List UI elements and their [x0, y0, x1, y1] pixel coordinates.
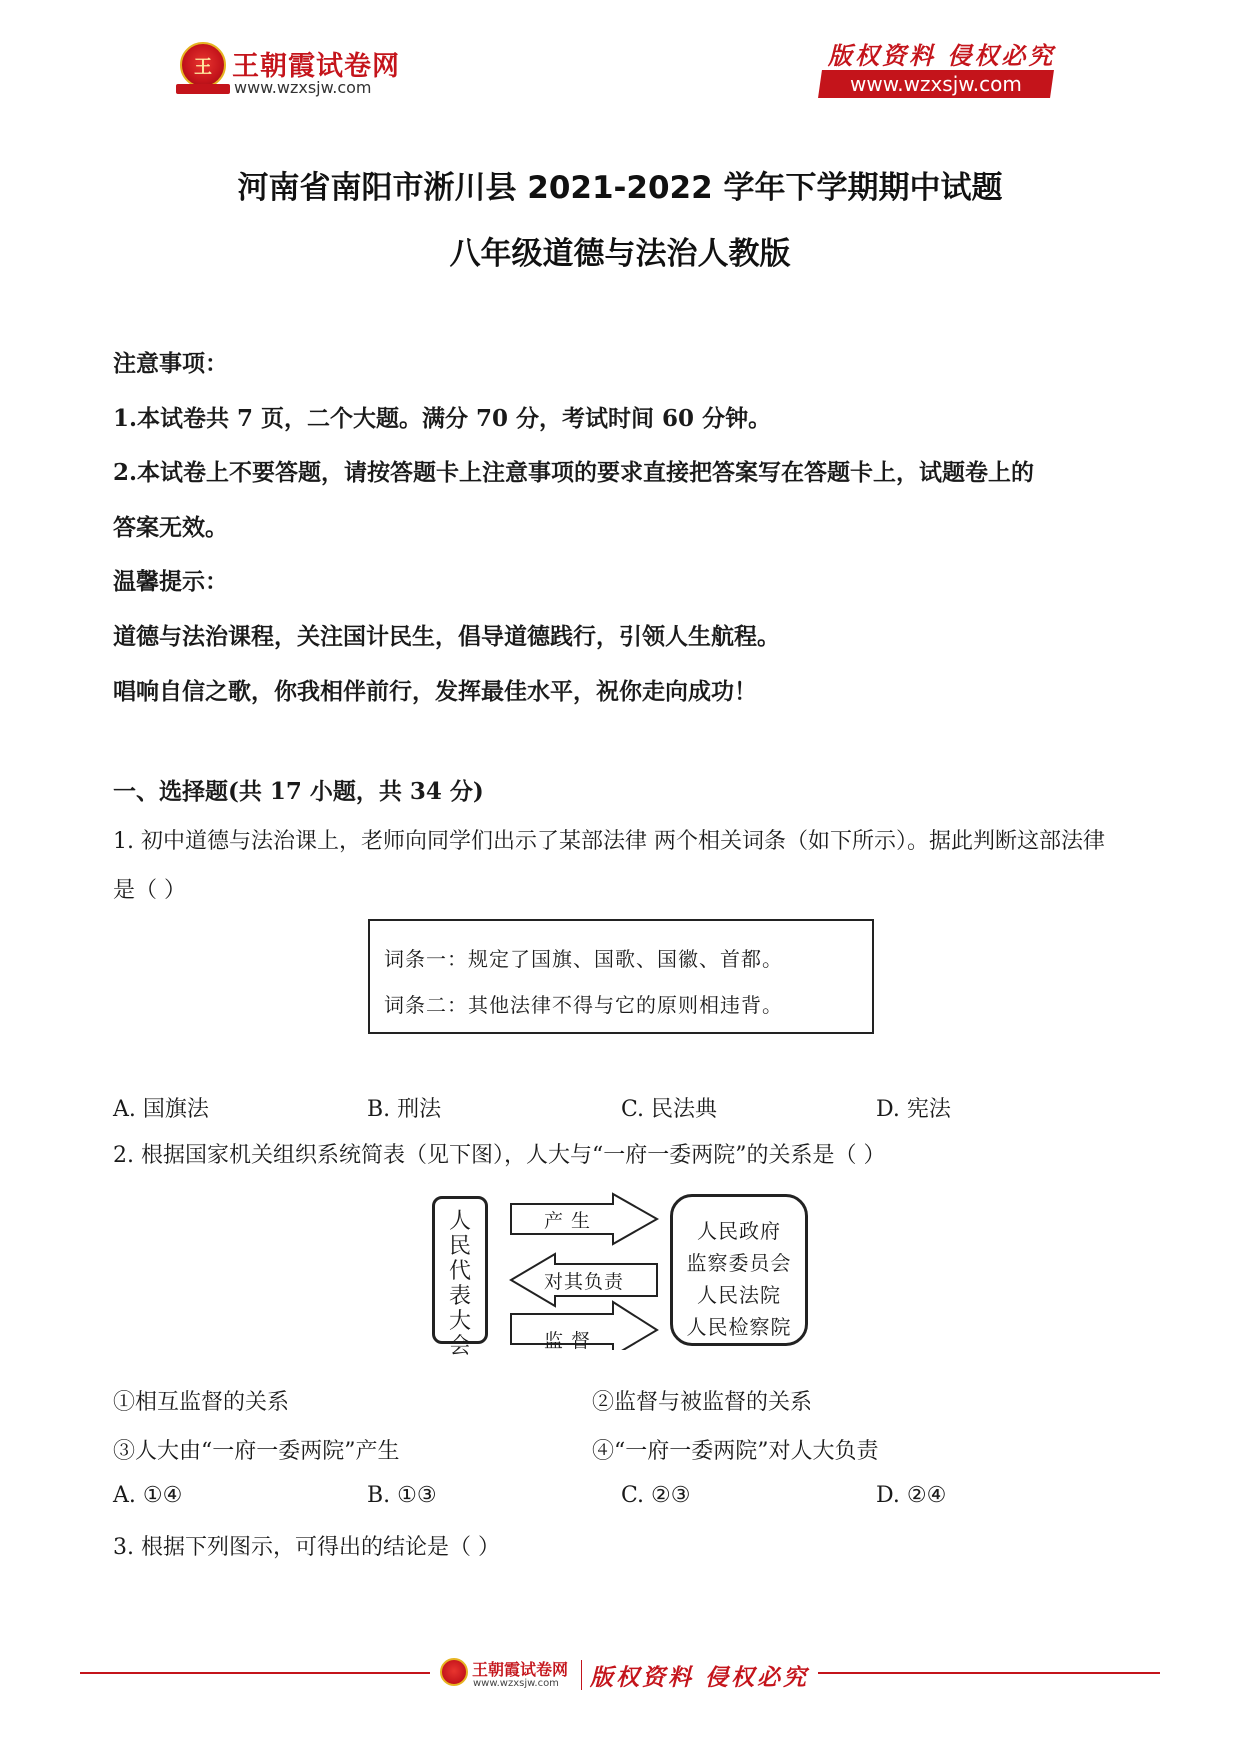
arrow-responsible-label: 对其负责: [544, 1271, 625, 1293]
tips-heading: 温馨提示：: [113, 568, 228, 595]
footer-seal-logo: [440, 1658, 468, 1686]
footer-notice: 版权资料 侵权必究: [590, 1664, 810, 1691]
q1-stem-line1: 1. 初中道德与法治课上，老师向同学们出示了某部法律 两个相关词条（如下所示）。据此判断这部法律: [113, 829, 1105, 854]
q2-option-b: B. ①③: [367, 1483, 437, 1508]
diagram-npc-label: 人 民 代 表 大 会: [448, 1209, 471, 1359]
q1-stem-line2: 是（ ）: [113, 878, 186, 903]
exam-title-line2: 八年级道德与法治人教版: [449, 236, 791, 272]
section1-heading: 一、选择题(共 17 小题，共 34 分): [113, 778, 484, 805]
arrow-supervise-label: 监 督: [544, 1330, 592, 1352]
notice-item2-line1: 2.本试卷上不要答题，请按答题卡上注意事项的要求直接把答案写在答题卡上，试题卷上的: [113, 459, 1035, 486]
diagram-state-organs-box: [670, 1194, 808, 1346]
organ-procuratorate: 人民检察院: [686, 1315, 792, 1339]
q1-option-a: A. 国旗法: [113, 1097, 209, 1122]
q2-statement-4: ④“一府一委两院”对人大负责: [592, 1439, 879, 1464]
notice-heading: 注意事项：: [113, 350, 228, 377]
footer-url: www.wzxsjw.com: [473, 1678, 559, 1689]
q1-definition-box: [368, 919, 874, 1034]
header-url-badge: [818, 70, 1054, 98]
tips-line1: 道德与法治课程，关注国计民生，倡导道德践行，引领人生航程。: [113, 623, 780, 650]
footer-line-left: [80, 1672, 430, 1674]
arrow-produce-label: 产 生: [544, 1210, 592, 1232]
footer-line-right: [818, 1672, 1160, 1674]
notice-item2-line2: 答案无效。: [113, 514, 228, 541]
brand-seal-logo: [180, 42, 226, 88]
q2-statement-3: ③人大由“一府一委两院”产生: [113, 1439, 400, 1464]
header-url: www.wzxsjw.com: [234, 78, 372, 97]
q2-stem: 2. 根据国家机关组织系统简表（见下图），人大与“一府一委两院”的关系是（ ）: [113, 1143, 886, 1168]
q3-stem: 3. 根据下列图示，可得出的结论是（ ）: [113, 1535, 500, 1560]
notice-item1: 1.本试卷共 7 页，二个大题。满分 70 分，考试时间 60 分钟。: [113, 405, 772, 432]
header-url-badge-text: www.wzxsjw.com: [850, 72, 1022, 96]
q1-option-b: B. 刑法: [367, 1097, 442, 1122]
organ-government: 人民政府: [697, 1219, 781, 1243]
q1-option-d: D. 宪法: [876, 1097, 951, 1122]
q1-box-line1: 词条一：规定了国旗、国歌、国徽、首都。: [384, 947, 783, 971]
footer-separator: [581, 1660, 582, 1690]
q2-option-c: C. ②③: [621, 1483, 691, 1508]
q2-statement-1: ①相互监督的关系: [113, 1390, 290, 1415]
q2-statement-2: ②监督与被监督的关系: [592, 1390, 813, 1415]
header-brand: 王朝霞试卷网: [232, 51, 400, 82]
brand-ribbon: [176, 84, 230, 94]
footer-brand: 王朝霞试卷网: [472, 1660, 569, 1679]
organ-supervisory-commission: 监察委员会: [686, 1251, 792, 1275]
q1-box-line2: 词条二：其他法律不得与它的原则相违背。: [384, 993, 783, 1017]
q2-option-d: D. ②④: [876, 1483, 947, 1508]
diagram-npc-box: [432, 1196, 488, 1359]
q1-option-c: C. 民法典: [621, 1097, 718, 1122]
tips-line2: 唱响自信之歌，你我相伴前行，发挥最佳水平，祝你走向成功！: [113, 678, 757, 705]
exam-title-line1: 河南省南阳市淅川县 2021-2022 学年下学期期中试题: [237, 170, 1003, 206]
organ-court: 人民法院: [697, 1283, 781, 1307]
q2-option-a: A. ①④: [113, 1483, 183, 1508]
header-copyright-notice: 版权资料 侵权必究: [828, 41, 1056, 70]
